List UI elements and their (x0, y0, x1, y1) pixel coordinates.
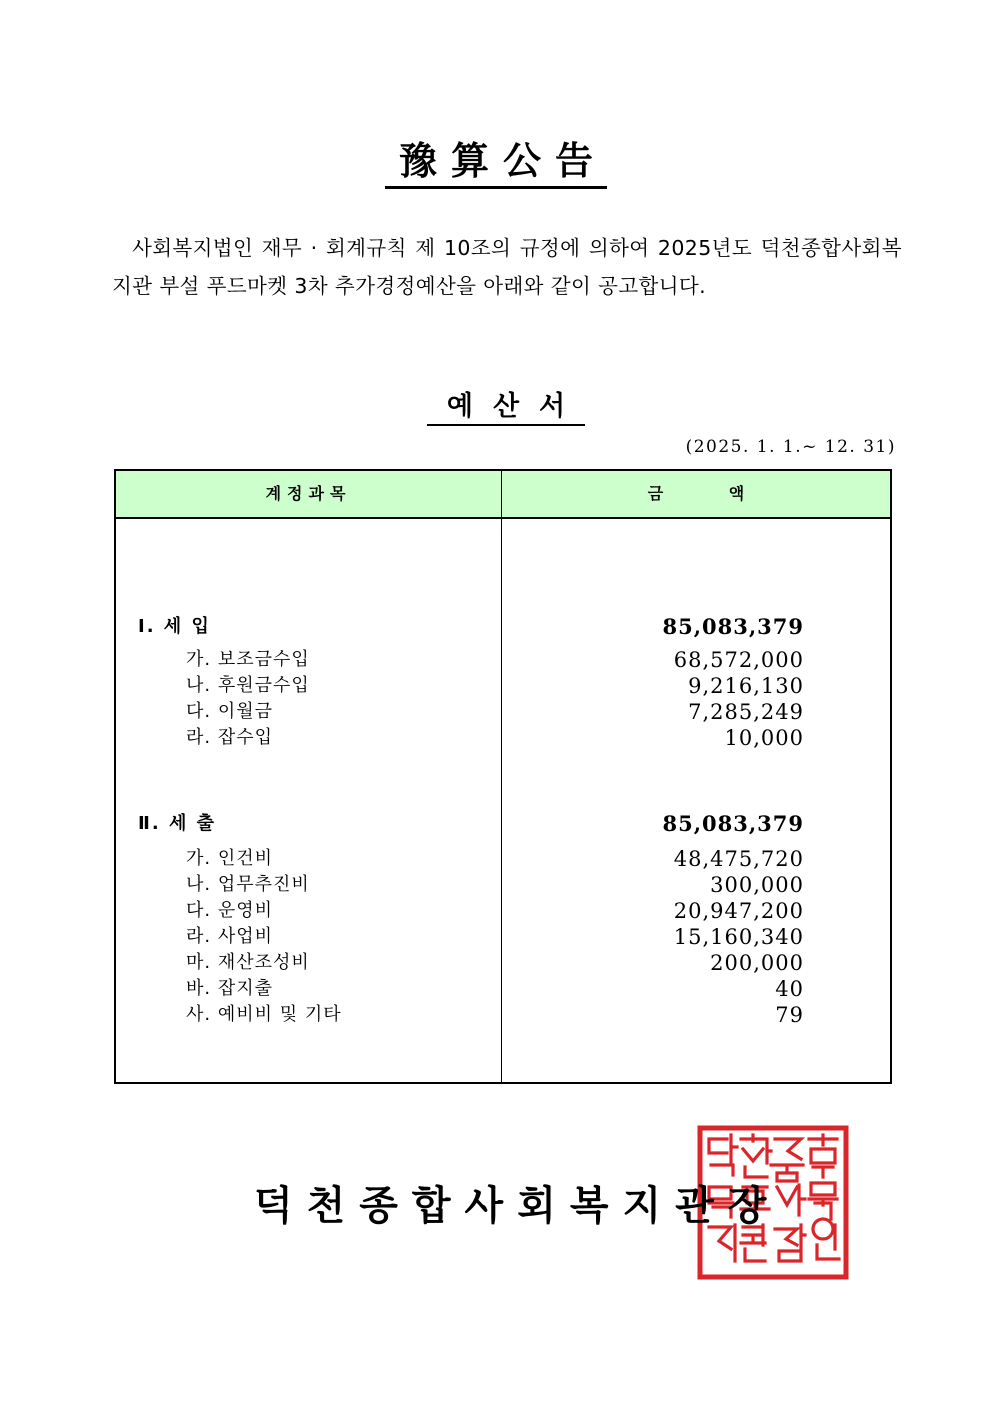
section-row-revenue (116, 614, 890, 640)
table-row (116, 872, 890, 898)
item-label: 나. 업무추진비 (186, 874, 310, 895)
section-row-expenditure (116, 811, 890, 837)
intro-text: 사회복지법인 재무 · 회계규칙 제 10조의 규정에 의하여 2025년도 덕천종합사회복지관 부설 푸드마켓 3차 추가경정예산을 아래와 같이 공고합니다. (112, 236, 902, 298)
item-label: 가. 인건비 (186, 848, 273, 869)
item-amount: 48,475,720 (673, 847, 804, 871)
section-label: Ⅱ. 세 출 (138, 813, 217, 834)
item-amount: 40 (775, 977, 804, 1001)
section-total: 85,083,379 (662, 614, 804, 639)
table-row (116, 673, 890, 699)
header-account: 계정과목 (265, 484, 352, 503)
item-amount: 10,000 (724, 726, 804, 750)
item-label: 마. 재산조성비 (186, 952, 310, 973)
table-row (116, 647, 890, 673)
table-row (116, 950, 890, 976)
item-amount: 79 (775, 1003, 804, 1027)
budget-subtitle-text: 예산서 (427, 390, 585, 426)
item-label: 라. 사업비 (186, 926, 273, 947)
item-label: 다. 운영비 (186, 900, 273, 921)
table-row (116, 924, 890, 950)
item-amount: 9,216,130 (688, 674, 804, 698)
item-amount: 15,160,340 (673, 925, 804, 949)
item-label: 바. 잡지출 (186, 978, 273, 999)
table-row (116, 976, 890, 1002)
section-total: 85,083,379 (662, 811, 804, 836)
table-row (116, 898, 890, 924)
item-amount: 200,000 (710, 951, 804, 975)
header-amount: 금 액 (647, 484, 745, 503)
item-label: 라. 잡수입 (186, 727, 273, 748)
table-row (116, 725, 890, 751)
table-row (116, 699, 890, 725)
item-label: 사. 예비비 및 기타 (186, 1004, 342, 1025)
table-row (116, 846, 890, 872)
table-row (116, 1002, 890, 1028)
item-label: 다. 이월금 (186, 701, 273, 722)
budget-period: (2025. 1. 1.~ 12. 31) (685, 437, 896, 457)
item-amount: 7,285,249 (688, 700, 804, 724)
item-amount: 300,000 (710, 873, 804, 897)
item-amount: 68,572,000 (673, 648, 804, 672)
item-label: 가. 보조금수입 (186, 649, 310, 670)
document-title-text: 豫算公告 (385, 138, 607, 189)
intro-paragraph (112, 229, 902, 305)
section-label: Ⅰ. 세 입 (138, 616, 211, 637)
budget-table (114, 469, 892, 1084)
budget-subtitle (0, 390, 992, 426)
table-header (116, 471, 890, 519)
item-label: 나. 후원금수입 (186, 675, 310, 696)
document-title (0, 138, 992, 189)
signatory-name: 덕천종합사회복지관장 (254, 1183, 781, 1229)
item-amount: 20,947,200 (673, 899, 804, 923)
